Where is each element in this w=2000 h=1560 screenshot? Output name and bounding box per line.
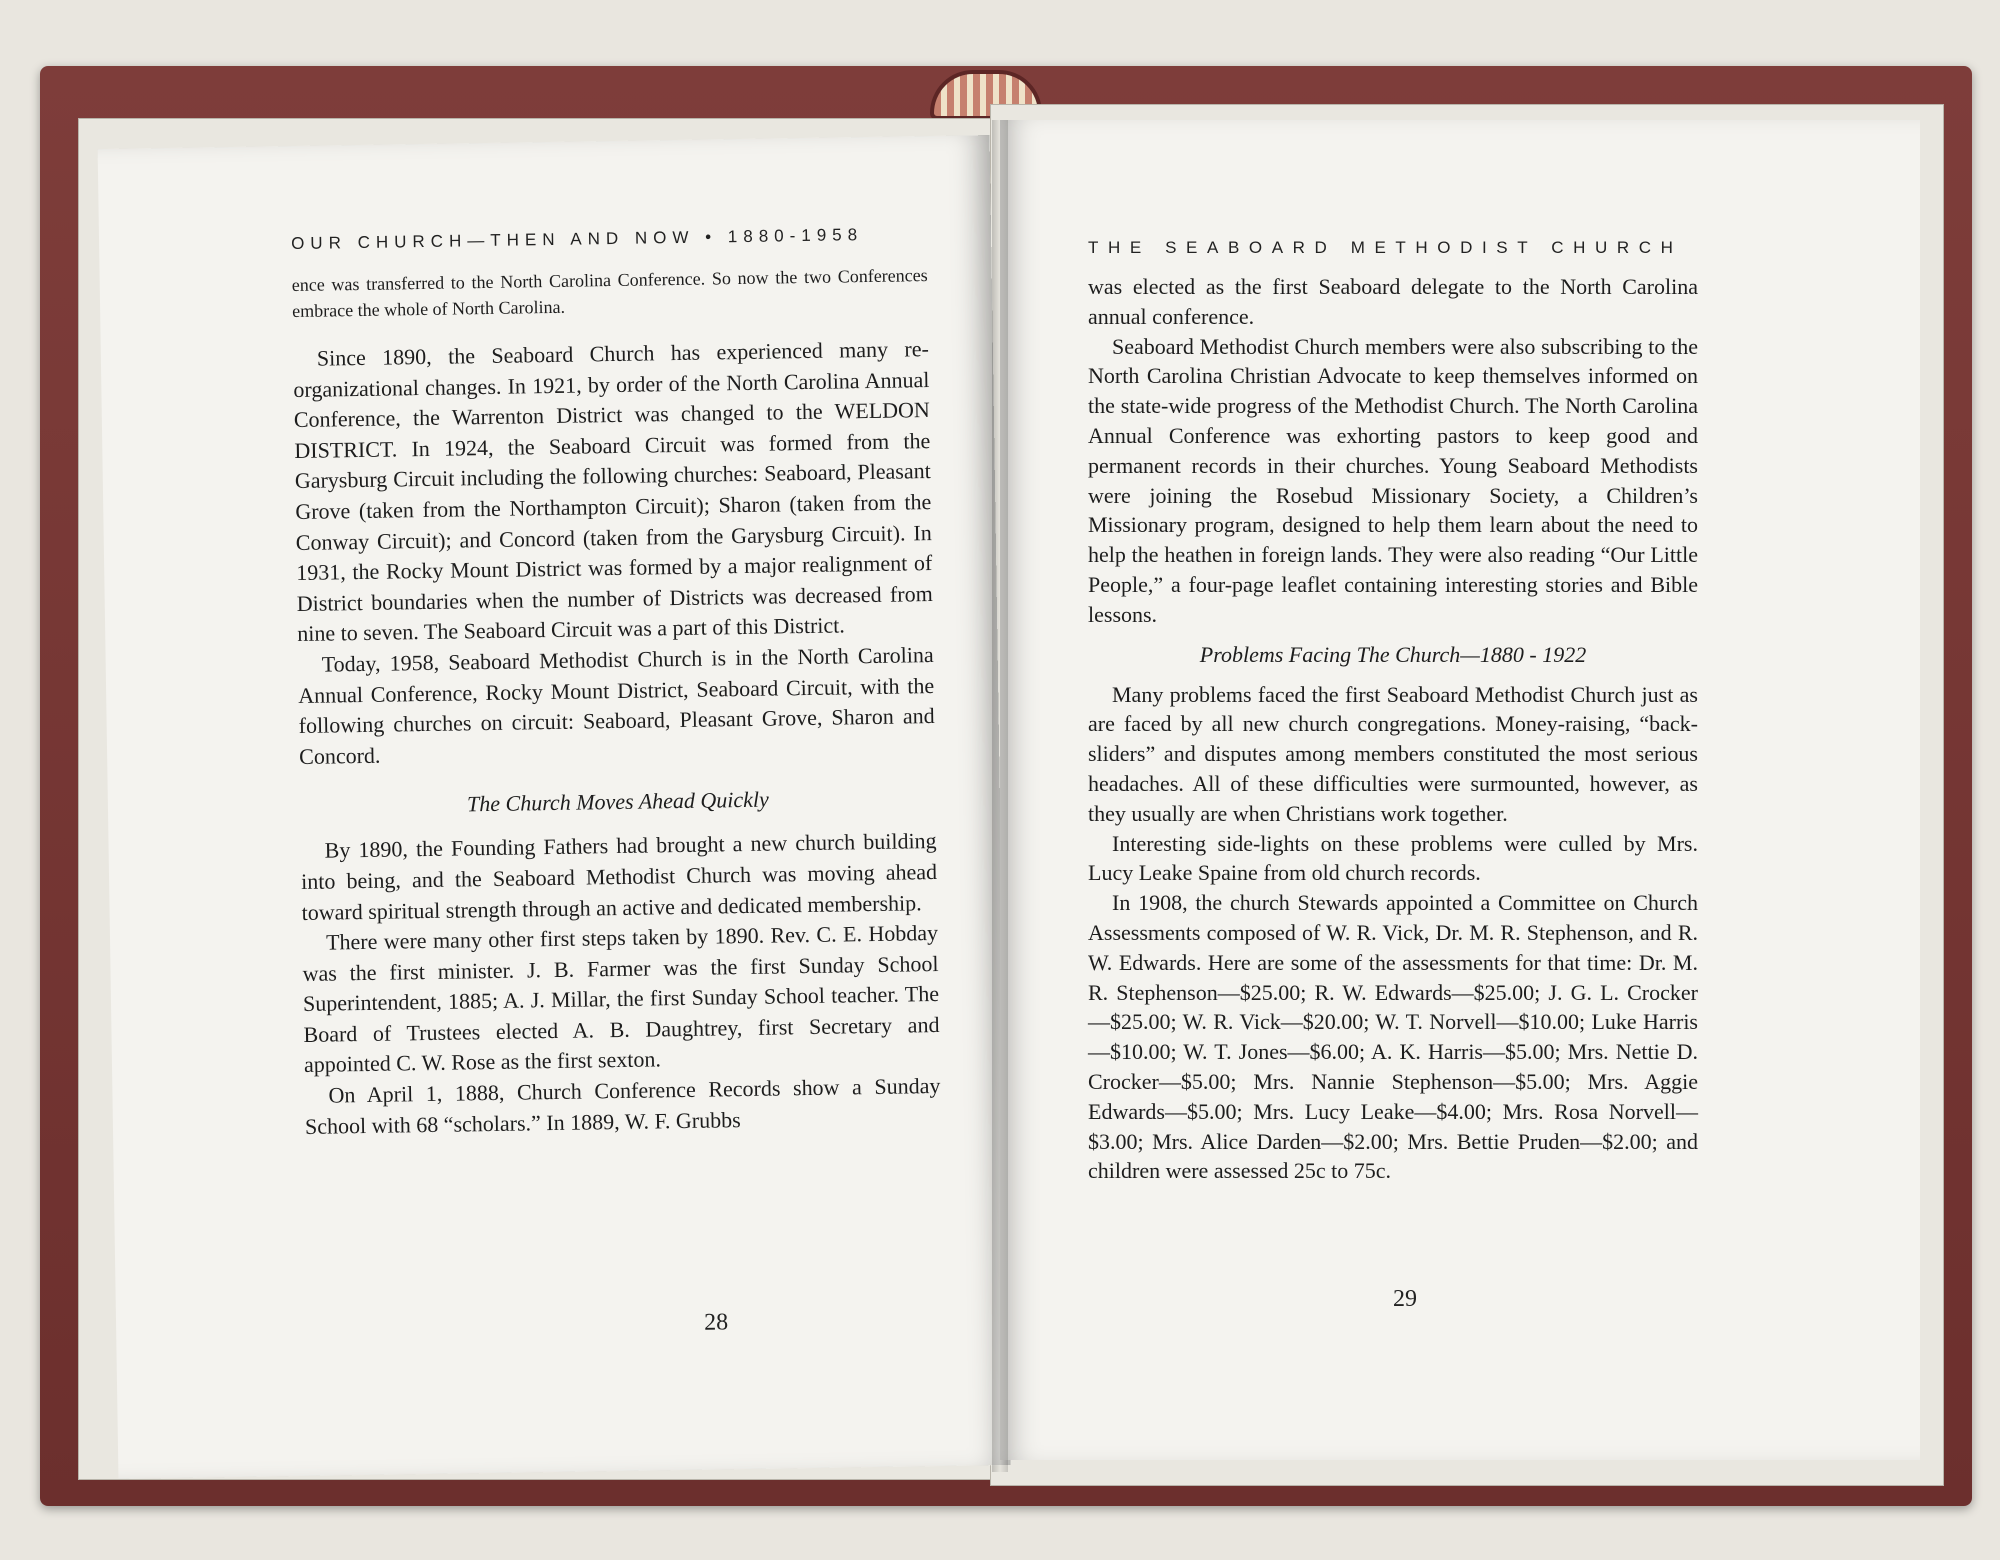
- running-head: OUR CHURCH—THEN AND NOW • 1880-1958: [290, 225, 864, 254]
- body-paragraph: Today, 1958, Seaboard Methodist Church is in the North Carolina Annual Conference, Rocky Mount District, Seaboard Circuit, with the following churches on circuit: Seaboard, Pleasant Grove, Sharon and Concord.: [298, 641, 935, 769]
- section-heading: The Church Moves Ahead Quickly: [466, 786, 770, 817]
- continued-text: ence was transferred to the North Carolina Conference. So now the two Conferences embrace the whole of North Carolina.: [291, 265, 928, 322]
- body-paragraph: On April 1, 1888, Church Conference Records show a Sunday School with 68 “scholars.” In 1889, W. F. Grubbs: [304, 1073, 941, 1139]
- continued-text: was elected as the first Seaboard delegate to the North Carolina annual conference.: [1088, 274, 1698, 329]
- page-number: 29: [1393, 1286, 1417, 1312]
- book-gutter: [992, 120, 1008, 1472]
- body-paragraph: Many problems faced the first Seaboard Methodist Church just as are faced by all new church congregations. Money-raising, “back-sliders” and disputes among members constituted the most serious headaches. All of these difficulties were surmounted, however, as they usually are when Christians work together.: [1088, 681, 1698, 826]
- running-head: THE SEABOARD METHODIST CHURCH: [1088, 238, 1683, 257]
- body-paragraph: Since 1890, the Seaboard Church has experienced many re-organizational changes. In 1921, by order of the North Carolina Annual Conference, the Warrenton District was changed to the WELDON DISTRICT. In 1924, the Seaboard Circuit was formed from the Garysburg Circuit including the following churches: Seaboard, Pleasant Grove (taken from the Northampton Circuit); Sharon (taken from the Conway Circuit); and Concord (taken from the Garysburg Circuit). In 1931, the Rocky Mount District was formed by a major realignment of District boundaries when the number of Districts was decreased from nine to seven. The Seaboard Circuit was a part of this District.: [293, 336, 933, 647]
- body-paragraph: There were many other first steps taken by 1890. Rev. C. E. Hobday was the first minister. J. B. Farmer was the first Sunday School Superintendent, 1885; A. J. Millar, the first Sunday School teacher. The Board of Trustees elected A. B. Daughtrey, first Secretary and appointed C. W. Rose as the first sexton.: [302, 920, 940, 1078]
- body-paragraph: In 1908, the church Stewards appointed a Committee on Church Assessments composed of W. R. Vick, Dr. M. R. Stephenson, and R. W. Edwards. Here are some of the assessments for that time: Dr. M. R. Stephenson—$25.00; R. W. Edwards—$25.00; J. G. L. Crocker—$25.00; W. R. Vick—$20.00; W. T. Norvell—$10.00; Luke Harris—$10.00; W. T. Jones—$6.00; A. K. Harris—$5.00; Mrs. Nettie D. Crocker—$5.00; Mrs. Nannie Stephenson—$5.00; Mrs. Aggie Edwards—$5.00; Mrs. Lucy Leake—$4.00; Mrs. Rosa Norvell—$3.00; Mrs. Alice Darden—$2.00; Mrs. Bettie Pruden—$2.00; and children were assessed 25c to 75c.: [1088, 890, 1698, 1184]
- right-page: [1000, 120, 1920, 1460]
- page-number: 28: [703, 1309, 729, 1336]
- body-paragraph: By 1890, the Founding Fathers had brought a new church building into being, and the Seaboard Methodist Church was moving ahead toward spiritual strength through an active and dedicated membership.: [300, 828, 938, 925]
- body-paragraph: Interesting side-lights on these problems were culled by Mrs. Lucy Leake Spaine from old church records.: [1088, 830, 1698, 886]
- left-page: [98, 135, 1011, 1479]
- body-paragraph: Seaboard Methodist Church members were also subscribing to the North Carolina Christian Advocate to keep themselves informed on the state-wide progress of the Methodist Church. The North Carolina Annual Conference was exhorting pastors to keep good and permanent records in their churches. Young Seaboard Methodists were joining the Rosebud Missionary Society, a Children’s Missionary program, designed to help them learn about the need to help the heathen in foreign lands. They were also reading “Our Little People,” a four-page leaflet containing interesting stories and Bible lessons.: [1088, 333, 1698, 627]
- section-heading: Problems Facing The Church—1880 - 1922: [1199, 641, 1587, 667]
